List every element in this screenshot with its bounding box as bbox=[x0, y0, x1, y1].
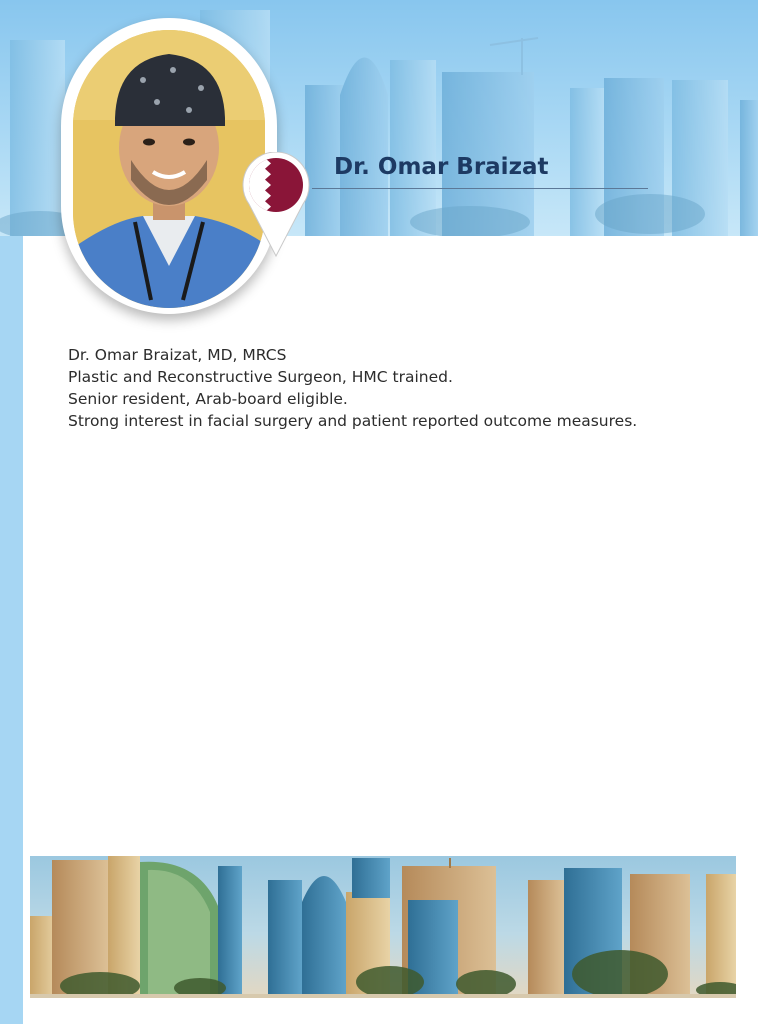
bio-line-specialty: Plastic and Reconstructive Surgeon, HMC trained. bbox=[68, 368, 453, 386]
doctor-bio bbox=[68, 344, 748, 432]
qatar-flag-icon bbox=[241, 152, 311, 258]
doctor-portrait-photo bbox=[73, 30, 265, 308]
qatar-flag-pin bbox=[241, 152, 311, 258]
footer-skyline-banner bbox=[30, 856, 736, 998]
bio-line-interests: Strong interest in facial surgery and patient reported outcome measures. bbox=[68, 412, 638, 430]
doctor-name-heading: Dr. Omar Braizat bbox=[334, 154, 549, 180]
bio-line-credentials: Dr. Omar Braizat, MD, MRCS bbox=[68, 346, 287, 364]
footer-skyline-image bbox=[30, 856, 736, 998]
name-underline-divider bbox=[312, 188, 648, 189]
bio-line-position: Senior resident, Arab-board eligible. bbox=[68, 390, 348, 408]
doctor-portrait-image bbox=[73, 30, 265, 308]
